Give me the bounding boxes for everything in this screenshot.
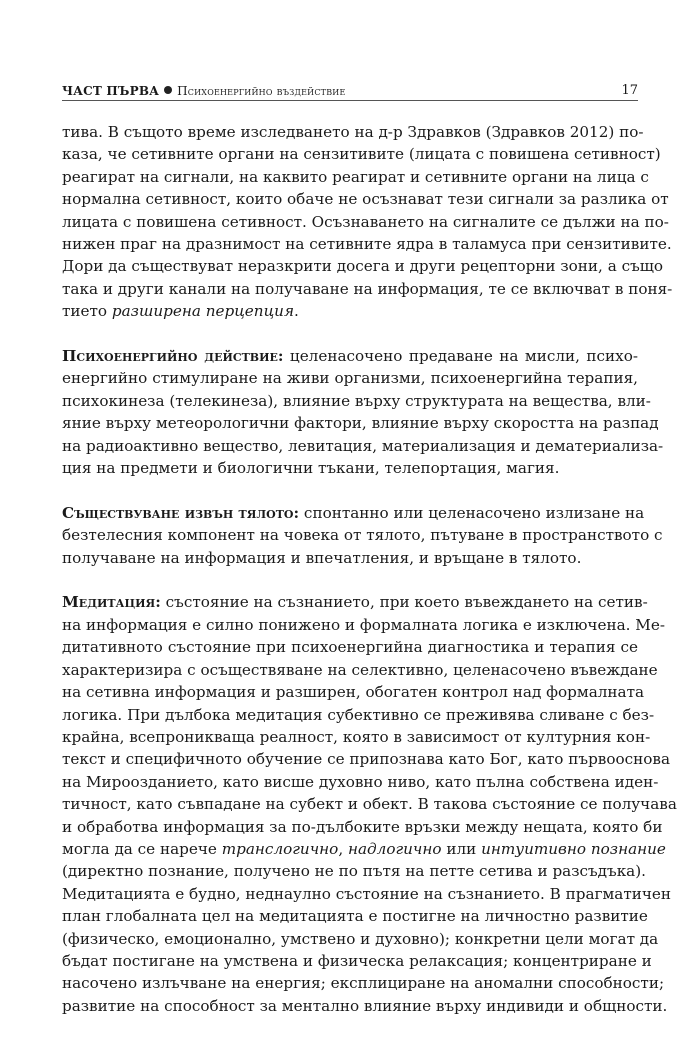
text-line: насочено излъчване на енергия; експлициране на аномални способности; xyxy=(62,974,665,993)
text-line: логика. При дълбока медитация субективно се преживява сливане с без- xyxy=(62,705,655,724)
section-title: Психоенергийно въздействие xyxy=(177,84,346,98)
text-line: тива. В същото време изследването на д-р Здравков (Здравков 2012) по- xyxy=(62,123,644,141)
text-line: реагират на сигнали, на каквито реагират и сетивните органи на лица с xyxy=(62,167,649,186)
running-header xyxy=(62,76,638,101)
text-fragment: целенасочено предаване на мисли, психо- xyxy=(283,347,638,366)
text-line: Дори да съществуват неразкрити досега и други рецепторни зони, а също xyxy=(62,257,664,276)
text-line: нормална сетивност, които обаче не осъзнават тези сигнали за разлика от xyxy=(62,190,669,209)
paragraph-3 xyxy=(62,502,663,569)
text-fragment: тието xyxy=(62,302,112,321)
text-line: на радиоактивно вещество, левитация, материализация и дематериализа- xyxy=(62,436,664,455)
italic-term: интуитивно познание xyxy=(481,839,666,858)
italic-term: надлогично xyxy=(347,839,442,858)
text-line: текст и специфичното обучение се припознава като Бог, като първооснова xyxy=(62,750,671,769)
text-fragment: , xyxy=(338,839,348,858)
text-line: лицата с повишена сетивност. Осъзнаването на сигналите се дължи на по- xyxy=(62,212,669,231)
paragraph-1 xyxy=(62,121,673,323)
page-number: 17 xyxy=(621,83,638,98)
text-line: ция на предмети и биологични тъкани, телепортация, магия. xyxy=(62,459,560,478)
bullet-circle-icon xyxy=(164,86,172,94)
text-line: психокинеза (телекинеза), влияние върху структурата на вещества, вли- xyxy=(62,391,651,410)
text-line: (физическо, емоционално, умствено и духовно); конкретни цели могат да xyxy=(62,929,659,948)
definition-term: Съществуване извън тялото: xyxy=(62,503,300,522)
text-fragment: . xyxy=(294,302,299,321)
definition-term: Медитация: xyxy=(62,593,161,612)
text-line: крайна, всепроникваща реалност, която в зависимост от културния кон- xyxy=(62,727,651,746)
text-line: дитативното състояние при психоенергийна диагностика и терапия се xyxy=(62,638,638,657)
part-label: ЧАСТ ПЪРВА xyxy=(62,84,160,98)
text-line: каза, че сетивните органи на сензитивите (лицата с повишена сетивност) xyxy=(62,145,661,164)
paragraph-2 xyxy=(62,345,664,479)
text-line: яние върху метеорологични фактори, влияние върху скоростта на разпад xyxy=(62,414,659,433)
text-line xyxy=(62,838,666,860)
text-line xyxy=(62,502,645,524)
text-fragment: състояние на съзнанието, при което въвеждането на сетив- xyxy=(160,593,648,612)
text-line: развитие на способност за ментално влияние върху индивиди и общности. xyxy=(62,996,668,1015)
text-line: и обработва информация за по-дълбоките връзки между нещата, която би xyxy=(62,817,663,836)
text-line: на сетивна информация и разширен, обогатен контрол над формалната xyxy=(62,683,645,702)
text-line: безтелесния компонент на човека от тялото, пътуване в пространството с xyxy=(62,526,663,545)
running-head xyxy=(62,84,346,98)
text-line: Медитацията е будно, неднаулно състояние на съзнанието. В прагматичен xyxy=(62,884,672,903)
italic-term: транслогично xyxy=(221,839,339,858)
text-line: характеризира с осъществяване на селективно, целенасочено въвеждане xyxy=(62,660,658,679)
paragraph-4 xyxy=(62,591,677,1017)
text-line xyxy=(62,300,638,322)
text-line xyxy=(62,591,648,613)
text-line: (директно познание, получено не по пътя на петте сетива и разсъдъка). xyxy=(62,862,646,881)
text-line: тичност, като съвпадане на субект и обект. В такова състояние се получава xyxy=(62,795,677,814)
text-line xyxy=(62,345,638,367)
text-line: бъдат постигане на умствена и физическа релаксация; концентриране и xyxy=(62,951,652,970)
text-fragment: или xyxy=(441,839,482,858)
text-line: енергийно стимулиране на живи организми, психоенергийна терапия, xyxy=(62,369,638,388)
text-line: нижен праг на дразнимост на сетивните ядра в таламуса при сензитивите. xyxy=(62,235,672,254)
text-line: получаване на информация и впечатления, и връщане в тялото. xyxy=(62,548,582,567)
text-line: план глобалната цел на медитацията е постигне на личностно развитие xyxy=(62,907,648,926)
text-line: на Мироозданието, като висше духовно ниво, като пълна собствена иден- xyxy=(62,772,659,791)
italic-term: разширена перцепция xyxy=(111,302,295,321)
text-fragment: спонтанно или целенасочено излизане на xyxy=(299,503,645,522)
text-line: на информация е силно понижено и формалната логика е изключена. Ме- xyxy=(62,615,665,634)
page-body xyxy=(62,121,677,1040)
text-fragment: могла да се нарече xyxy=(62,839,222,858)
text-line: така и други канали на получаване на информация, те се включват в поня- xyxy=(62,279,673,298)
definition-term: Психоенергийно действие: xyxy=(62,347,284,366)
